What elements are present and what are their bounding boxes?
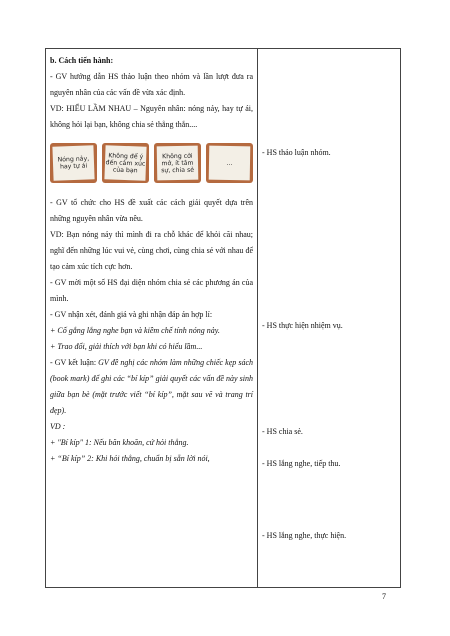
conclusion-label: - GV kết luận: [50, 358, 99, 367]
paragraph-3: - GV tổ chức cho HS đề xuất các cách giải quyết dựa trên những nguyên nhân vừa nêu. [50, 198, 253, 223]
student-note-2: - HS thực hiện nhiệm vụ. [262, 321, 343, 330]
paragraph-7: + Cố gắng lắng nghe bạn và kiềm chế tính nóng nảy. [50, 326, 220, 335]
cause-card [206, 143, 253, 183]
student-note-4: - HS lắng nghe, tiếp thu. [262, 459, 341, 468]
lesson-table [45, 48, 401, 588]
paragraph-2: VD: HIỂU LẦM NHAU – Nguyên nhân: nóng nảy, hay tự ái, không hỏi lại bạn, không chia sẻ thẳng thắn.... [50, 104, 253, 129]
cause-card-text: Không để ý đến cảm xúc của bạn [104, 145, 146, 180]
paragraph-5: - GV mời một số HS đại diện nhóm chia sẻ các phương án của mình. [50, 278, 253, 303]
page-number: 7 [382, 592, 386, 601]
cause-card-text: Không cởi mở, ít tâm sự, chia sẻ [157, 146, 199, 181]
cause-card-text: ... [209, 146, 251, 181]
paragraph-6: - GV nhận xét, đánh giá và ghi nhận đáp án hợp lí: [50, 310, 213, 319]
cause-cards [50, 143, 253, 183]
cause-card [154, 143, 201, 183]
cause-card [50, 143, 97, 183]
paragraph-11: + "Bí kíp" 1: Nếu băn khoăn, cứ hỏi thẳng. [50, 438, 189, 447]
section-heading: b. Cách tiến hành: [50, 56, 114, 65]
paragraph-10: VD : [50, 422, 66, 431]
student-note-3: - HS chia sẻ. [262, 427, 303, 436]
cause-card [102, 143, 149, 183]
conclusion-text: GV đề nghị các nhóm làm những chiếc kẹp sách (book mark) để ghi các “bí kíp” giải quyết các vấn đề này sinh giữa bạn bè (mặt trước viết “bí kíp”, mặt sau vẽ và trang trí đẹp). [50, 358, 254, 415]
teacher-activities-column [50, 53, 253, 467]
paragraph-1: - GV hướng dẫn HS thảo luận theo nhóm và lần lượt đưa ra nguyên nhân của các vấn đề vừa xác định. [50, 72, 253, 97]
student-note-5: - HS lắng nghe, thực hiện. [262, 531, 347, 540]
cause-card-text: Nóng nảy, hay tự ái [52, 145, 94, 180]
paragraph-9 [50, 355, 253, 419]
paragraph-8: + Trao đổi, giải thích với bạn khi có hiểu lầm... [50, 342, 203, 351]
paragraph-4: VD: Bạn nóng nảy thì mình đi ra chỗ khác để khỏi cãi nhau; nghĩ đến những lúc vui vẻ, cùng chơi, cùng chia sẻ với nhau để tạo cảm xúc tích cực hơn. [50, 230, 253, 271]
paragraph-12: + “Bí kíp” 2: Khi hỏi thẳng, chuẩn bị sẵn lời nói, [50, 454, 210, 463]
column-divider [257, 49, 258, 587]
student-note-1: - HS thảo luận nhóm. [262, 148, 331, 157]
